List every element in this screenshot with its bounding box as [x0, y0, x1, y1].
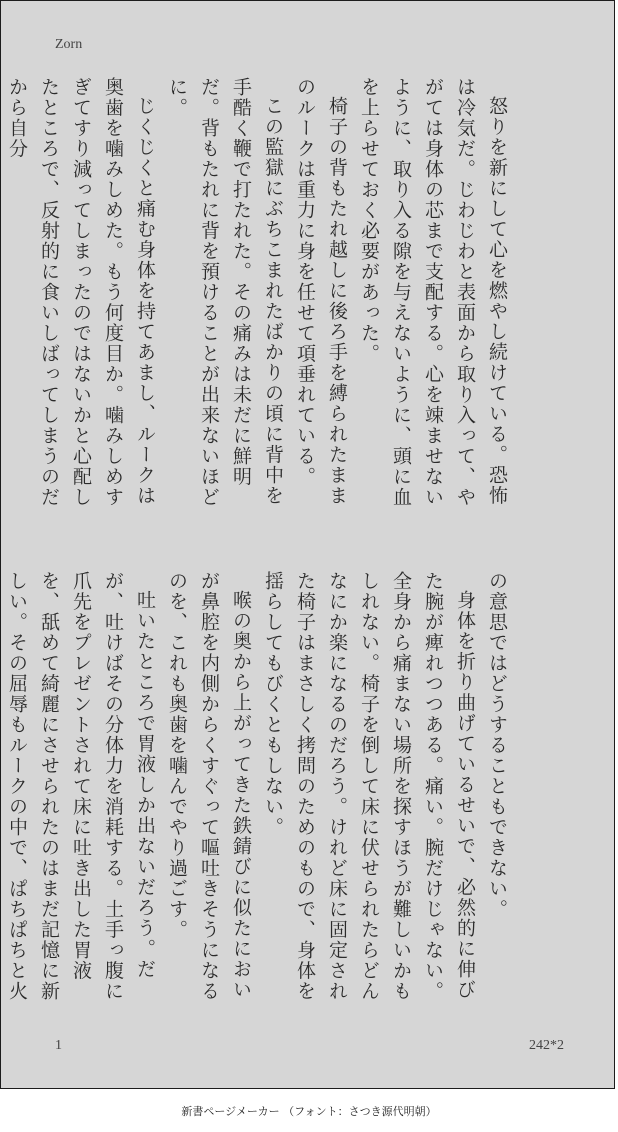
- page-spec-label: 242*2: [529, 1038, 564, 1053]
- paragraph: 喉の奥から上がってきた鉄錆びに似たにおいが鼻腔を内側からくすぐって嘔吐きそうになるのを、これも奥歯を噛んでやり過ごす。: [166, 571, 252, 1002]
- text-block-upper: [6, 77, 513, 523]
- text-block-lower: [6, 571, 513, 1017]
- paragraph: 吐いたところで胃液しか出ないだろう。だが、吐けばその分体力を消耗する。土手っ腹に爪先をプレゼントされて床に吐き出した胃液を、舐めて綺麗にさせられたのはまだ記憶に新しい。その屈辱もルークの中で、ぱちぱちと火: [6, 571, 156, 1002]
- page-number: 1: [55, 1038, 62, 1053]
- paragraph: この監獄にぶちこまれたばかりの頃に背中を手酷く鞭で打たれた。その痛みは未だに鮮明だ。背もたれに背を預けることが出来ないほどに。: [166, 77, 284, 508]
- paragraph: 身体を折り曲げているせいで、必然的に伸びた腕が痺れつつある。痛い。腕だけじゃない。全身から痛まない場所を探すほうが難しいかもしれない。椅子を倒して床に伏せられたらどんなにか楽になるのだろう。けれど床に固定された椅子はまさしく拷問のためのもので、身体を揺らしてもびくともしない。: [262, 571, 476, 1002]
- paragraph: の意思ではどうすることもできない。: [486, 571, 508, 920]
- footer-credit: 新書ページメーカー （フォント：さつき源代明朝）: [181, 1105, 437, 1118]
- running-title: Zorn: [55, 37, 83, 52]
- paragraph: 椅子の背もたれ越しに後ろ手を縛られたままのルークは重力に身を任せて項垂れている。: [294, 77, 348, 506]
- paragraph: 怒りを新にして心を燃やし続けている。恐怖は冷気だ。じわじわと表面から取り入って、やがては身体の芯まで支配する。心を竦ませないように、取り入る隙を与えないように、頭に血を上らせておく必要があった。: [358, 77, 508, 508]
- paragraph: じくじくと痛む身体を持てあまし、ルークは奥歯を噛みしめた。もう何度目か。噛みしめすぎてすり減ってしまったのではないかと心配したところで、反射的に食いしばってしまうのだから自分: [6, 77, 156, 508]
